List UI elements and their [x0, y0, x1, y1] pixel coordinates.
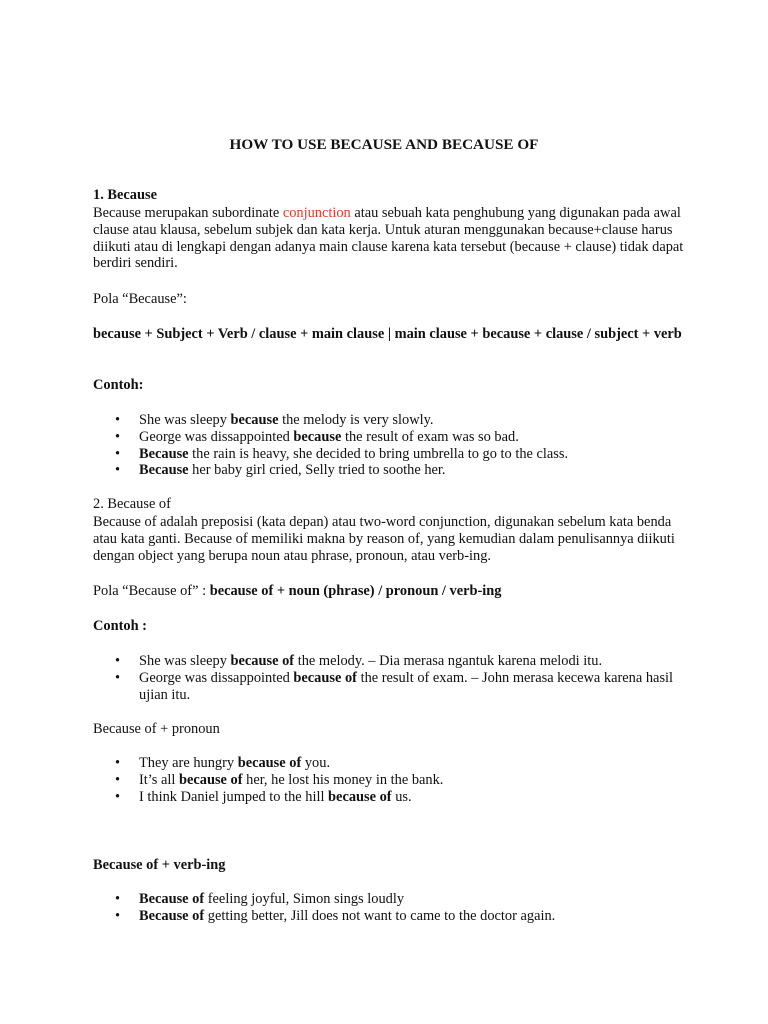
section-1-paragraph-rest: atau sebuah kata penghubung yang digunakan pada awal clause atau klausa, sebelum subjek dan kata kerja. Untuk aturan menggunakan because+clause harus diikuti atau di lengkapi dengan adanya main clause karena kata tersebut (because + clause) tidak dapat berdiri sendiri. [93, 205, 684, 272]
conjunction-link[interactable]: conjunction [282, 205, 351, 221]
example-text: feeling joyful, Simon sings loudly [204, 891, 405, 907]
section-2-example-list [93, 653, 688, 703]
example-text: I think Daniel jumped to the hill [139, 788, 329, 805]
example-text: George was dissappointed [139, 669, 294, 686]
example-text: the result of exam. – John merasa kecewa karena hasil ujian itu. [139, 669, 674, 703]
list-item [93, 446, 688, 463]
section-1-formula: because + Subject + Verb / clause + main clause | main clause + because + clause / subject + verb [93, 326, 682, 342]
section-2-formula: because of + noun (phrase) / pronoun / verb-ing [209, 583, 502, 599]
section-1-pola-label: Pola “Because”: [93, 291, 187, 307]
section-2-contoh-label: Contoh : [93, 618, 147, 634]
list-item [93, 412, 688, 429]
example-text: you. [301, 755, 331, 771]
example-keyword: because [230, 412, 279, 428]
section-1-heading-text: 1. Because [93, 187, 157, 203]
section-2-heading: 2. Because of [93, 496, 171, 512]
list-item [93, 789, 688, 806]
section-4-heading: Because of + verb-ing [93, 857, 226, 873]
example-keyword: Because [139, 462, 189, 479]
example-text: her baby girl cried, Selly tried to soothe her. [188, 462, 446, 479]
section-2-pola-line [93, 583, 688, 600]
section-3-example-list [93, 755, 688, 805]
section-2-paragraph: Because of adalah preposisi (kata depan) atau two-word conjunction, digunakan sebelum kata benda atau kata ganti. Because of memiliki makna by reason of, yang kemudian dalam penulisannya diikuti dengan object yang berupa noun atau phrase, pronoun, atau verb-ing. [93, 514, 675, 564]
example-text: George was dissappointed [139, 428, 294, 445]
example-keyword: because of [178, 771, 243, 788]
section-4-example-list [93, 891, 688, 925]
example-text: getting better, Jill does not want to came to the doctor again. [204, 907, 556, 924]
example-keyword: Because of [139, 907, 205, 924]
example-text: It’s all [139, 771, 179, 788]
section-1-contoh-label: Contoh: [93, 377, 144, 393]
example-text: the melody is very slowly. [278, 412, 434, 428]
example-keyword: because [293, 428, 342, 445]
example-keyword: Because of [139, 891, 205, 907]
example-keyword: because of [230, 653, 295, 669]
example-text: the result of exam was so bad. [341, 428, 519, 445]
list-item [93, 429, 688, 446]
list-item [93, 772, 688, 789]
list-item [93, 891, 688, 908]
example-keyword: because of [293, 669, 357, 686]
document-title: HOW TO USE BECAUSE AND BECAUSE OF [229, 136, 539, 153]
example-text: her, he lost his money in the bank. [242, 771, 444, 788]
list-item [93, 908, 688, 925]
section-1-heading [93, 187, 688, 204]
example-keyword: because of [328, 788, 392, 805]
example-text: She was sleepy [139, 412, 231, 428]
list-item [93, 755, 688, 772]
example-text: the rain is heavy, she decided to bring umbrella to go to the class. [188, 445, 569, 462]
example-text: She was sleepy [139, 653, 231, 669]
example-text: us. [391, 788, 412, 805]
list-item [93, 670, 688, 704]
list-item [93, 462, 688, 479]
section-1-paragraph-start: Because merupakan subordinate [93, 205, 283, 221]
example-keyword: Because [139, 445, 189, 462]
section-3-heading: Because of + pronoun [93, 721, 220, 737]
section-1-example-list [93, 412, 688, 479]
section-1-paragraph [93, 205, 688, 272]
example-keyword: because of [237, 755, 302, 771]
section-2-pola-label: Pola “Because of” : [93, 583, 210, 599]
list-item [93, 653, 688, 670]
example-text: They are hungry [139, 755, 238, 771]
example-text: the melody. – Dia merasa ngantuk karena melodi itu. [294, 653, 603, 669]
